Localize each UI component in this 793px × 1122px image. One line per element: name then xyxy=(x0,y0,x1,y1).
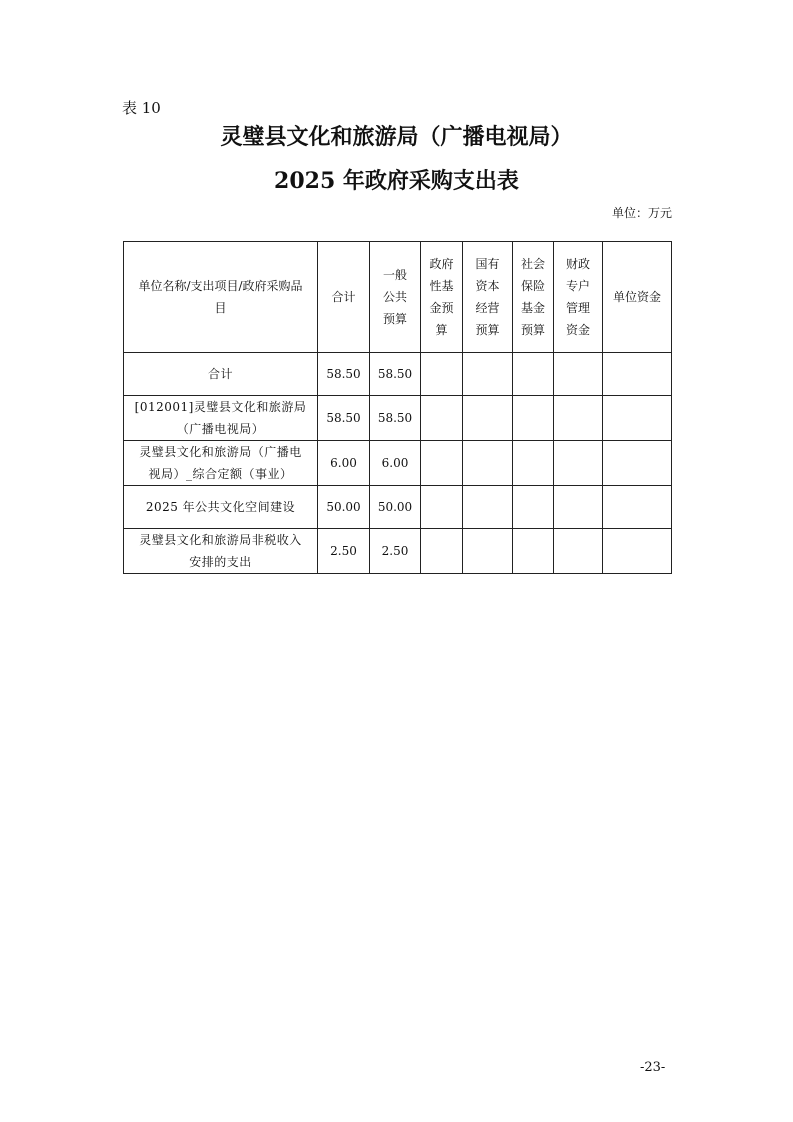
cell-total: 2.50 xyxy=(318,529,370,574)
cell-general: 58.50 xyxy=(370,353,421,396)
cell-special xyxy=(554,486,603,529)
document-title: 灵璧县文化和旅游局（广播电视局） xyxy=(220,124,573,150)
table-row xyxy=(124,486,672,529)
header-state-capital-budget: 国有资本经营预算 xyxy=(463,242,513,353)
cell-special xyxy=(554,396,603,441)
table-header-row xyxy=(124,242,672,353)
unit-note: 单位：万元 xyxy=(612,206,673,220)
cell-state xyxy=(463,353,513,396)
cell-fund xyxy=(421,441,463,486)
cell-general: 6.00 xyxy=(370,441,421,486)
cell-total: 58.50 xyxy=(318,353,370,396)
cell-state xyxy=(463,441,513,486)
cell-total: 50.00 xyxy=(318,486,370,529)
cell-social xyxy=(513,486,554,529)
cell-special xyxy=(554,441,603,486)
cell-unit xyxy=(603,486,672,529)
document-subtitle: 2025 年政府采购支出表 xyxy=(274,168,519,194)
cell-fund xyxy=(421,396,463,441)
cell-fund xyxy=(421,486,463,529)
table-row xyxy=(124,396,672,441)
procurement-table xyxy=(123,241,672,574)
cell-unit xyxy=(603,529,672,574)
header-name: 单位名称/支出项目/政府采购品目 xyxy=(124,242,318,353)
cell-special xyxy=(554,529,603,574)
header-unit-funds: 单位资金 xyxy=(603,242,672,353)
cell-name: 2025 年公共文化空间建设 xyxy=(124,486,318,529)
cell-fund xyxy=(421,529,463,574)
cell-state xyxy=(463,396,513,441)
table-label: 表 10 xyxy=(122,99,161,117)
cell-total: 6.00 xyxy=(318,441,370,486)
cell-name: 合计 xyxy=(124,353,318,396)
cell-general: 2.50 xyxy=(370,529,421,574)
table-row xyxy=(124,353,672,396)
cell-social xyxy=(513,441,554,486)
cell-unit xyxy=(603,396,672,441)
cell-social xyxy=(513,529,554,574)
cell-general: 50.00 xyxy=(370,486,421,529)
cell-name: [012001]灵璧县文化和旅游局（广播电视局） xyxy=(124,396,318,441)
table-row xyxy=(124,529,672,574)
cell-name: 灵璧县文化和旅游局非税收入安排的支出 xyxy=(124,529,318,574)
cell-name: 灵璧县文化和旅游局（广播电视局）_综合定额（事业） xyxy=(124,441,318,486)
header-special-account-funds: 财政专户管理资金 xyxy=(554,242,603,353)
page-number: -23- xyxy=(640,1060,666,1075)
header-social-insurance-budget: 社会保险基金预算 xyxy=(513,242,554,353)
table-row xyxy=(124,441,672,486)
cell-fund xyxy=(421,353,463,396)
cell-social xyxy=(513,353,554,396)
cell-state xyxy=(463,529,513,574)
cell-state xyxy=(463,486,513,529)
cell-total: 58.50 xyxy=(318,396,370,441)
header-total: 合计 xyxy=(318,242,370,353)
cell-general: 58.50 xyxy=(370,396,421,441)
cell-special xyxy=(554,353,603,396)
header-gov-fund-budget: 政府性基金预算 xyxy=(421,242,463,353)
header-general-budget: 一般公共预算 xyxy=(370,242,421,353)
cell-social xyxy=(513,396,554,441)
cell-unit xyxy=(603,353,672,396)
cell-unit xyxy=(603,441,672,486)
